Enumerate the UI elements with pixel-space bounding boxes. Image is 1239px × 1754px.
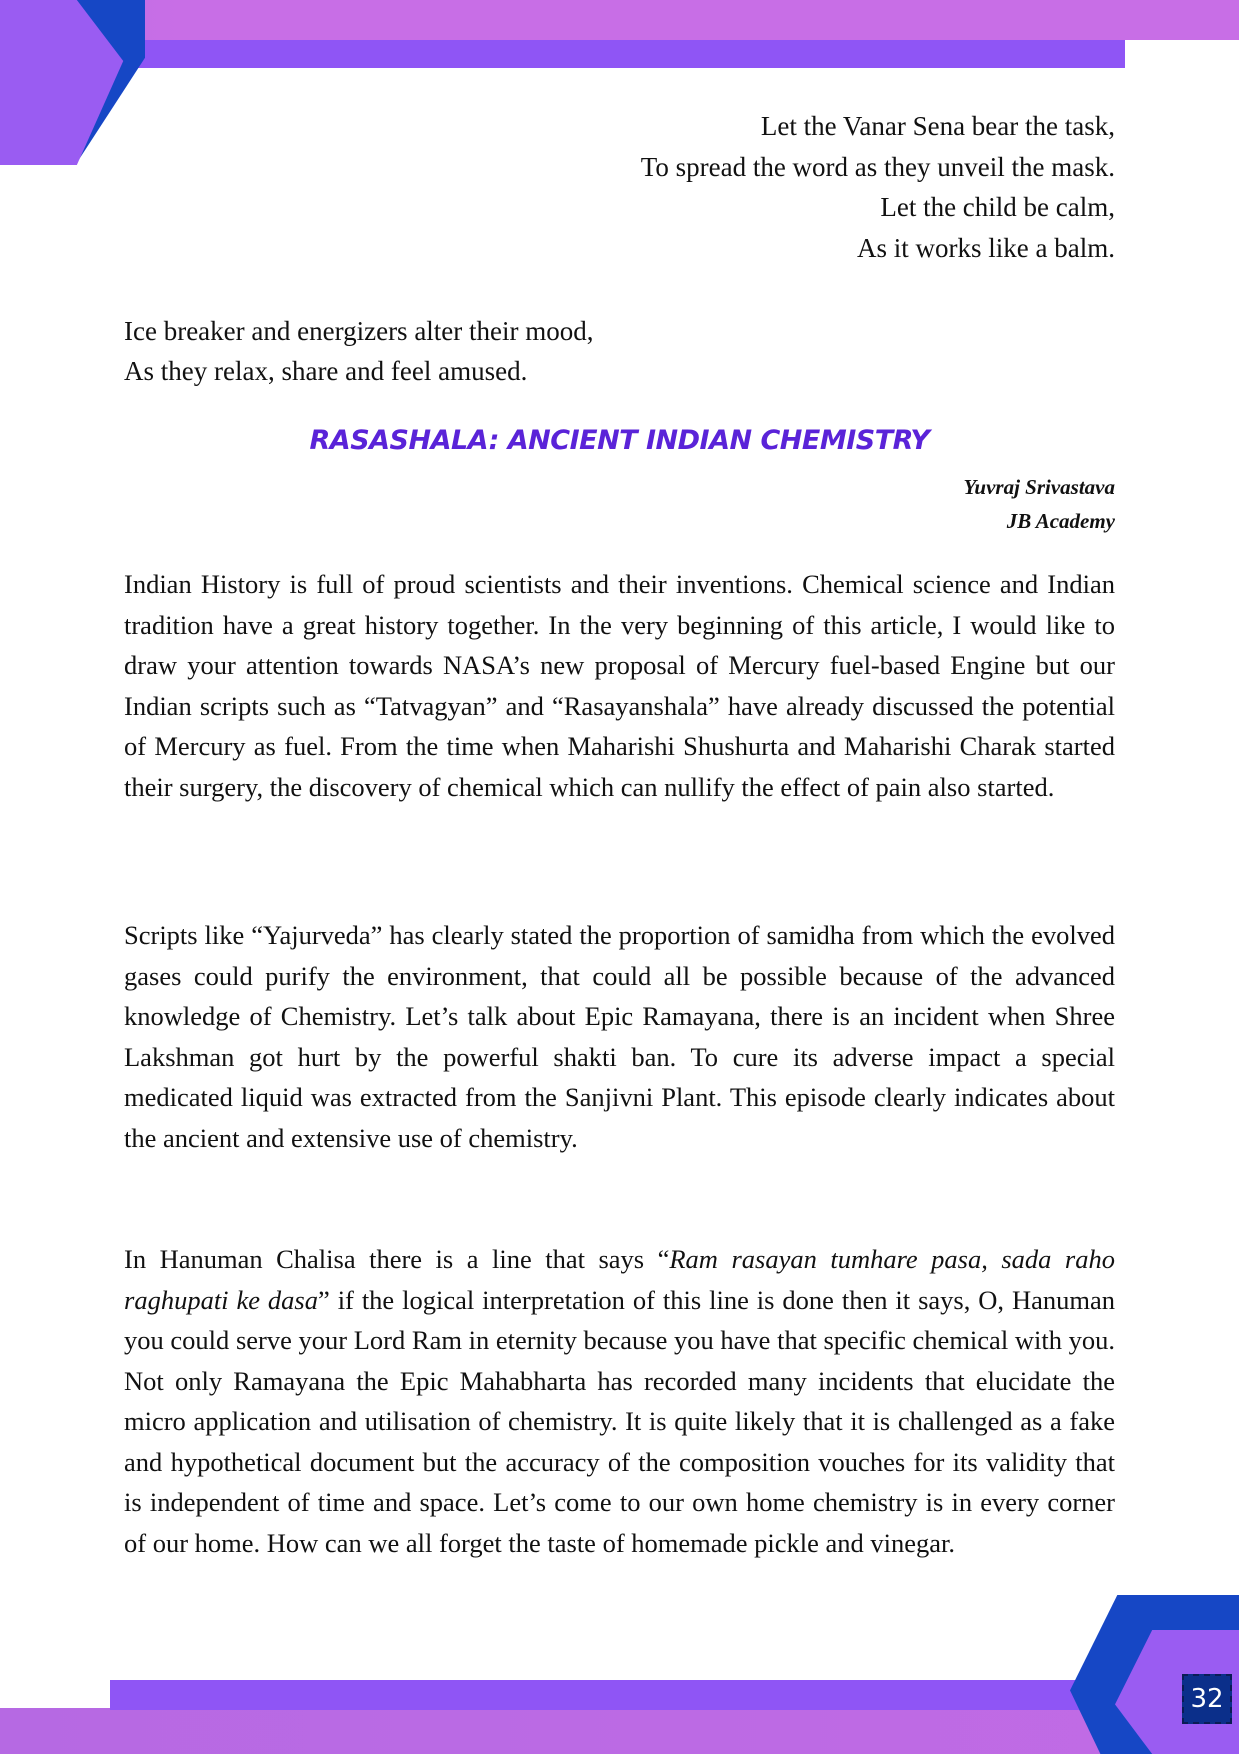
paragraph-3-body: ” if the logical interpretation of this line is done then it says, O, Hanuman you could serve your Lord Ram in eternity because you have that specific chemical with you. Not only Ramayana the Epic Mahabharta has recorded many incidents that elucidate the micro application and utilisation of chemistry. It is quite likely that it is challenged as a fake and hypothetical document but the accuracy of the composition vouches for its validity that is independent of time and space. Let’s come to our own home chemistry is in every corner of our home. How can we all forget the taste of homemade pickle and vinegar. [124, 1284, 1115, 1558]
article-paragraph-1: Indian History is full of proud scientists and their inventions. Chemical science and Indian tradition have a great history together. In the very beginning of this article, I would like to draw your attention towards NASA’s new proposal of Mercury fuel-based Engine but our Indian scripts such as “Tatvagyan” and “Rasayanshala” have already discussed the potential of Mercury as fuel. From the time when Maharishi Shushurta and Maharishi Charak started their surgery, the discovery of chemical which can nullify the effect of pain also started. [124, 569, 1115, 802]
author-name: Yuvraj Srivastava [963, 475, 1115, 499]
author-school: JB Academy [1006, 509, 1115, 533]
article-title: RASASHALA: ANCIENT INDIAN CHEMISTRY [309, 425, 930, 456]
poem-line: To spread the word as they unveil the mask. [640, 151, 1115, 182]
page-number: 32 [1182, 1674, 1232, 1724]
article-paragraph-3 [124, 1239, 1115, 1563]
paragraph-3-intro: In Hanuman Chalisa there is a line that says “ [124, 1244, 670, 1274]
poem-line: As it works like a balm. [857, 232, 1115, 263]
bottom-decor-bar [110, 1680, 1110, 1710]
poem-stanza-right [641, 106, 1115, 268]
poem-line: Ice breaker and energizers alter their mood, [124, 316, 594, 346]
top-decor-band [0, 0, 1239, 40]
poem-stanza-left [124, 311, 594, 391]
poem-line: As they relax, share and feel amused. [124, 356, 528, 386]
article-byline [964, 470, 1116, 538]
bottom-decor-band [0, 1708, 1239, 1754]
top-decor-bar [130, 40, 1125, 68]
article-paragraph-2: Scripts like “Yajurveda” has clearly stated the proportion of samidha from which the evolved gases could purify the environment, that could all be possible because of the advanced knowledge of Chemistry. Let’s talk about Epic Ramayana, there is an incident when Shree Lakshman got hurt by the powerful shakti ban. To cure its adverse impact a special medicated liquid was extracted from the Sanjivni Plant. This episode clearly indicates about the ancient and extensive use of chemistry. [124, 920, 1115, 1153]
poem-line: Let the child be calm, [880, 192, 1115, 222]
poem-line: Let the Vanar Sena bear the task, [760, 111, 1115, 141]
hanuman-chalisa-quote: Ram rasayan tumhare pasa, sada raho raghupati ke dasa [124, 1244, 1115, 1315]
